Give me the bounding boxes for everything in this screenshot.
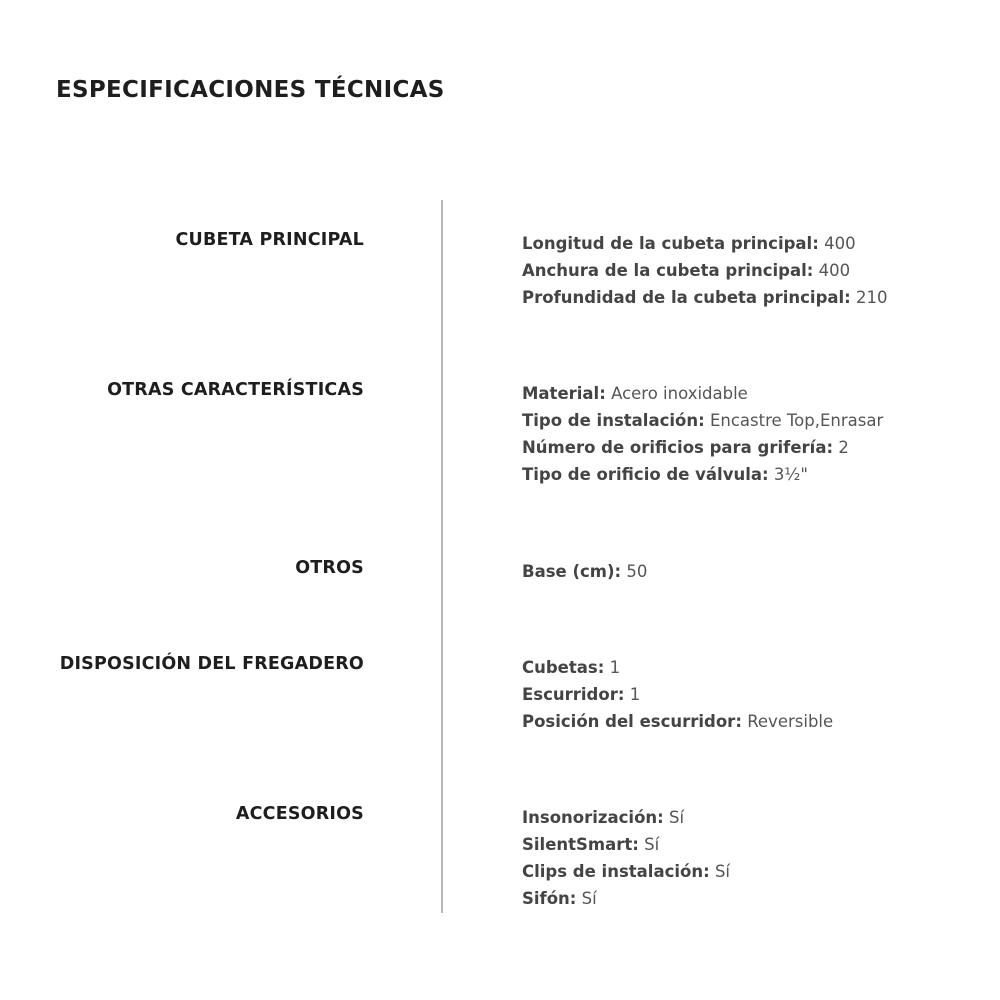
spec-label: Longitud de la cubeta principal: [522,234,819,253]
spec-value: Encastre Top,Enrasar [709,411,884,430]
spec-value: Reversible [747,712,834,731]
spec-value: 400 [824,234,856,253]
spec-value: Sí [669,808,685,827]
spec-value: 2 [838,438,849,457]
spec-label: Clips de instalación: [522,862,710,881]
spec-item [522,858,992,885]
spec-item [522,831,992,858]
spec-label: Posición del escurridor: [522,712,742,731]
spec-value: Acero inoxidable [611,384,748,403]
spec-list [522,380,992,488]
section-heading: DISPOSICIÓN DEL FREGADERO [59,654,364,674]
spec-list [522,558,992,585]
spec-item [522,885,992,912]
spec-label: SilentSmart: [522,835,639,854]
spec-item [522,681,992,708]
spec-value: Sí [714,862,731,881]
section-heading: CUBETA PRINCIPAL [175,230,364,250]
spec-value: 1 [629,685,641,704]
section-heading: OTRAS CARACTERÍSTICAS [107,380,364,400]
page-title: ESPECIFICACIONES TÉCNICAS [56,77,445,103]
spec-label: Sifón: [522,889,577,908]
vertical-divider [441,200,443,913]
spec-value: 1 [609,658,621,677]
spec-label: Base (cm): [522,562,622,581]
spec-value: Sí [581,889,597,908]
spec-item [522,654,992,681]
spec-value: 3½" [773,465,808,484]
spec-item [522,284,992,311]
spec-value: 50 [626,562,648,581]
spec-label: Material: [522,384,606,403]
spec-label: Insonorización: [522,808,664,827]
spec-value: Sí [644,835,660,854]
spec-list [522,804,992,912]
spec-item [522,434,992,461]
spec-label: Número de orificios para grifería: [522,438,834,457]
spec-label: Profundidad de la cubeta principal: [522,288,851,307]
spec-item [522,257,992,284]
spec-item [522,407,992,434]
spec-item [522,804,992,831]
spec-value: 210 [856,288,888,307]
spec-list [522,230,992,311]
spec-item [522,380,992,407]
section-heading: ACCESORIOS [235,804,364,824]
spec-value: 400 [818,261,851,280]
spec-item [522,558,992,585]
spec-label: Cubetas: [522,658,605,677]
spec-label: Tipo de instalación: [522,411,705,430]
spec-item [522,461,992,488]
section-heading: OTROS [295,558,364,578]
spec-label: Anchura de la cubeta principal: [522,261,814,280]
spec-label: Tipo de orificio de válvula: [522,465,769,484]
spec-item [522,230,992,257]
spec-list [522,654,992,735]
spec-item [522,708,992,735]
spec-label: Escurridor: [522,685,625,704]
